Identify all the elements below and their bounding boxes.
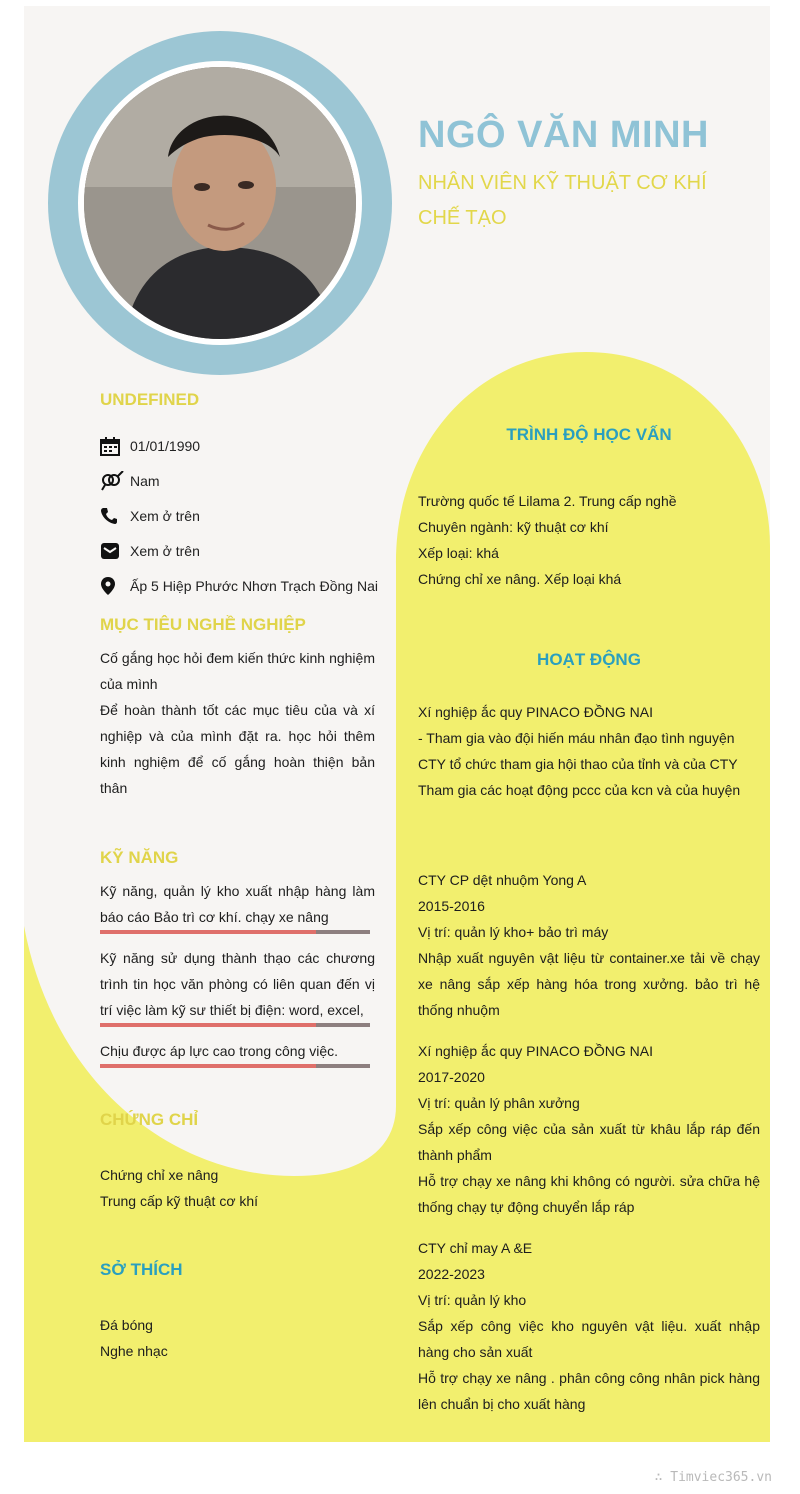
education-line: Chuyên ngành: kỹ thuật cơ khí bbox=[418, 519, 609, 535]
certificate-item: Trung cấp kỹ thuật cơ khí bbox=[100, 1193, 259, 1209]
education-title: TRÌNH ĐỘ HỌC VẤN bbox=[506, 425, 672, 444]
activity-line: Tham gia các hoạt động pccc của kcn và của huyện bbox=[418, 782, 741, 798]
experience-period: 2022-2023 bbox=[418, 1266, 485, 1282]
experience-position: Vị trí: quản lý kho+ bảo trì máy bbox=[418, 924, 609, 940]
experience-period: 2015-2016 bbox=[418, 898, 485, 914]
contact-title: UNDEFINED bbox=[100, 390, 200, 409]
skill-item: Kỹ năng, quản lý kho xuất nhập hàng làm báo cáo Bảo trì cơ khí. chạy xe nâng bbox=[100, 883, 375, 925]
education-text bbox=[418, 488, 760, 592]
phone-value: Xem ở trên bbox=[130, 508, 200, 524]
skill-item: Kỹ năng sử dụng thành thạo các chương trình tin học văn phòng có liên quan đến vị trí việc làm kỹ sư thiết bị điện: word, excel, bbox=[100, 950, 375, 1018]
envelope-icon bbox=[100, 540, 130, 562]
activity-line: CTY tổ chức tham gia hội thao của tỉnh và của CTY bbox=[418, 756, 738, 772]
education-line: Xếp loại: khá bbox=[418, 545, 499, 561]
objective-line: Để hoàn thành tốt các mục tiêu của và xí nghiệp và của mình đặt ra. học hỏi thêm kinh nghiệm để cố gắng hoàn thiện bản thân bbox=[100, 702, 375, 796]
activity-line: - Tham gia vào đội hiến máu nhân đạo tình nguyện bbox=[418, 730, 735, 746]
experience-detail: Sắp xếp công việc kho nguyên vật liệu. xuất nhập hàng cho sản xuất bbox=[418, 1318, 760, 1360]
skill-bar-fill bbox=[100, 1064, 316, 1068]
gender-value: Nam bbox=[130, 473, 160, 489]
hobbies-list bbox=[100, 1312, 375, 1364]
skill-bar-fill bbox=[100, 930, 316, 934]
activities-title: HOẠT ĐỘNG bbox=[537, 650, 641, 669]
calendar-icon bbox=[100, 435, 130, 457]
skill-bar-fill bbox=[100, 1023, 316, 1027]
email-row bbox=[100, 539, 200, 563]
skills-title: KỸ NĂNG bbox=[100, 848, 179, 867]
hobby-item: Nghe nhạc bbox=[100, 1343, 168, 1359]
certificates-title: CHỨNG CHỈ bbox=[100, 1110, 199, 1129]
phone-icon bbox=[100, 505, 130, 527]
activity-line: Xí nghiệp ắc quy PINACO ĐỒNG NAI bbox=[418, 704, 653, 720]
skill-bar bbox=[100, 1023, 370, 1027]
birthday-value: 01/01/1990 bbox=[130, 438, 201, 454]
avatar-frame bbox=[78, 61, 362, 345]
birthday-row bbox=[100, 434, 200, 458]
experience-position: Vị trí: quản lý phân xưởng bbox=[418, 1095, 580, 1111]
hobbies-title: SỞ THÍCH bbox=[100, 1260, 183, 1279]
watermark: ∴ Timviec365.vn bbox=[654, 1470, 772, 1485]
phone-row bbox=[100, 504, 200, 528]
experience-detail: Hỗ trợ chạy xe nâng khi không có người. sửa chữa hệ thống chạy tự động chuyển lắp ráp bbox=[418, 1173, 760, 1215]
map-pin-icon bbox=[100, 575, 130, 597]
gender-icon bbox=[100, 470, 130, 492]
experience-item bbox=[418, 867, 760, 1023]
experience-detail: Hỗ trợ chạy xe nâng . phân công công nhân pick hàng lên chuẩn bị cho xuất hàng bbox=[418, 1370, 760, 1412]
experience-company: CTY CP dệt nhuộm Yong A bbox=[418, 872, 587, 888]
experience-position: Vị trí: quản lý kho bbox=[418, 1292, 527, 1308]
certificates-list bbox=[100, 1162, 375, 1214]
gender-row bbox=[100, 469, 160, 493]
experience-period: 2017-2020 bbox=[418, 1069, 485, 1085]
activities-text bbox=[418, 699, 760, 803]
address-row bbox=[100, 574, 378, 598]
email-value: Xem ở trên bbox=[130, 543, 200, 559]
experience-detail: Sắp xếp công việc của sản xuất từ khâu lắp ráp đến thành phẩm bbox=[418, 1121, 760, 1163]
experience-detail: Nhập xuất nguyên vật liệu từ container.xe tải về chạy xe nâng sắp xếp hàng hóa trong xưởng. bảo trì hệ thống nhuộm bbox=[418, 950, 760, 1018]
skill-bar-remaining bbox=[316, 1064, 370, 1068]
job-title: NHÂN VIÊN KỸ THUẬT CƠ KHÍ CHẾ TẠO bbox=[418, 172, 707, 229]
skill-bar bbox=[100, 1064, 370, 1068]
hobby-item: Đá bóng bbox=[100, 1317, 153, 1333]
experience-company: Xí nghiệp ắc quy PINACO ĐỒNG NAI bbox=[418, 1043, 653, 1059]
objective-line: Cố gắng học hỏi đem kiến thức kinh nghiệm của mình bbox=[100, 650, 375, 692]
skill-bar-remaining bbox=[316, 930, 370, 934]
experience-company: CTY chỉ may A &E bbox=[418, 1240, 533, 1256]
candidate-name: NGÔ VĂN MINH bbox=[418, 114, 709, 156]
address-value: Ấp 5 Hiệp Phước Nhơn Trạch Đồng Nai bbox=[130, 578, 378, 594]
objective-text bbox=[100, 645, 375, 801]
skill-bar bbox=[100, 930, 370, 934]
experience-item bbox=[418, 1235, 760, 1417]
objective-title: MỤC TIÊU NGHỀ NGHIỆP bbox=[100, 615, 306, 634]
experience-item bbox=[418, 1038, 760, 1220]
avatar bbox=[84, 67, 356, 339]
education-line: Trường quốc tế Lilama 2. Trung cấp nghề bbox=[418, 493, 677, 509]
education-line: Chứng chỉ xe nâng. Xếp loại khá bbox=[418, 571, 622, 587]
avatar-ring bbox=[48, 31, 392, 375]
cv-page bbox=[24, 6, 770, 1442]
skill-bar-remaining bbox=[316, 1023, 370, 1027]
skill-item: Chịu được áp lực cao trong công việc. bbox=[100, 1043, 339, 1059]
certificate-item: Chứng chỉ xe nâng bbox=[100, 1167, 219, 1183]
